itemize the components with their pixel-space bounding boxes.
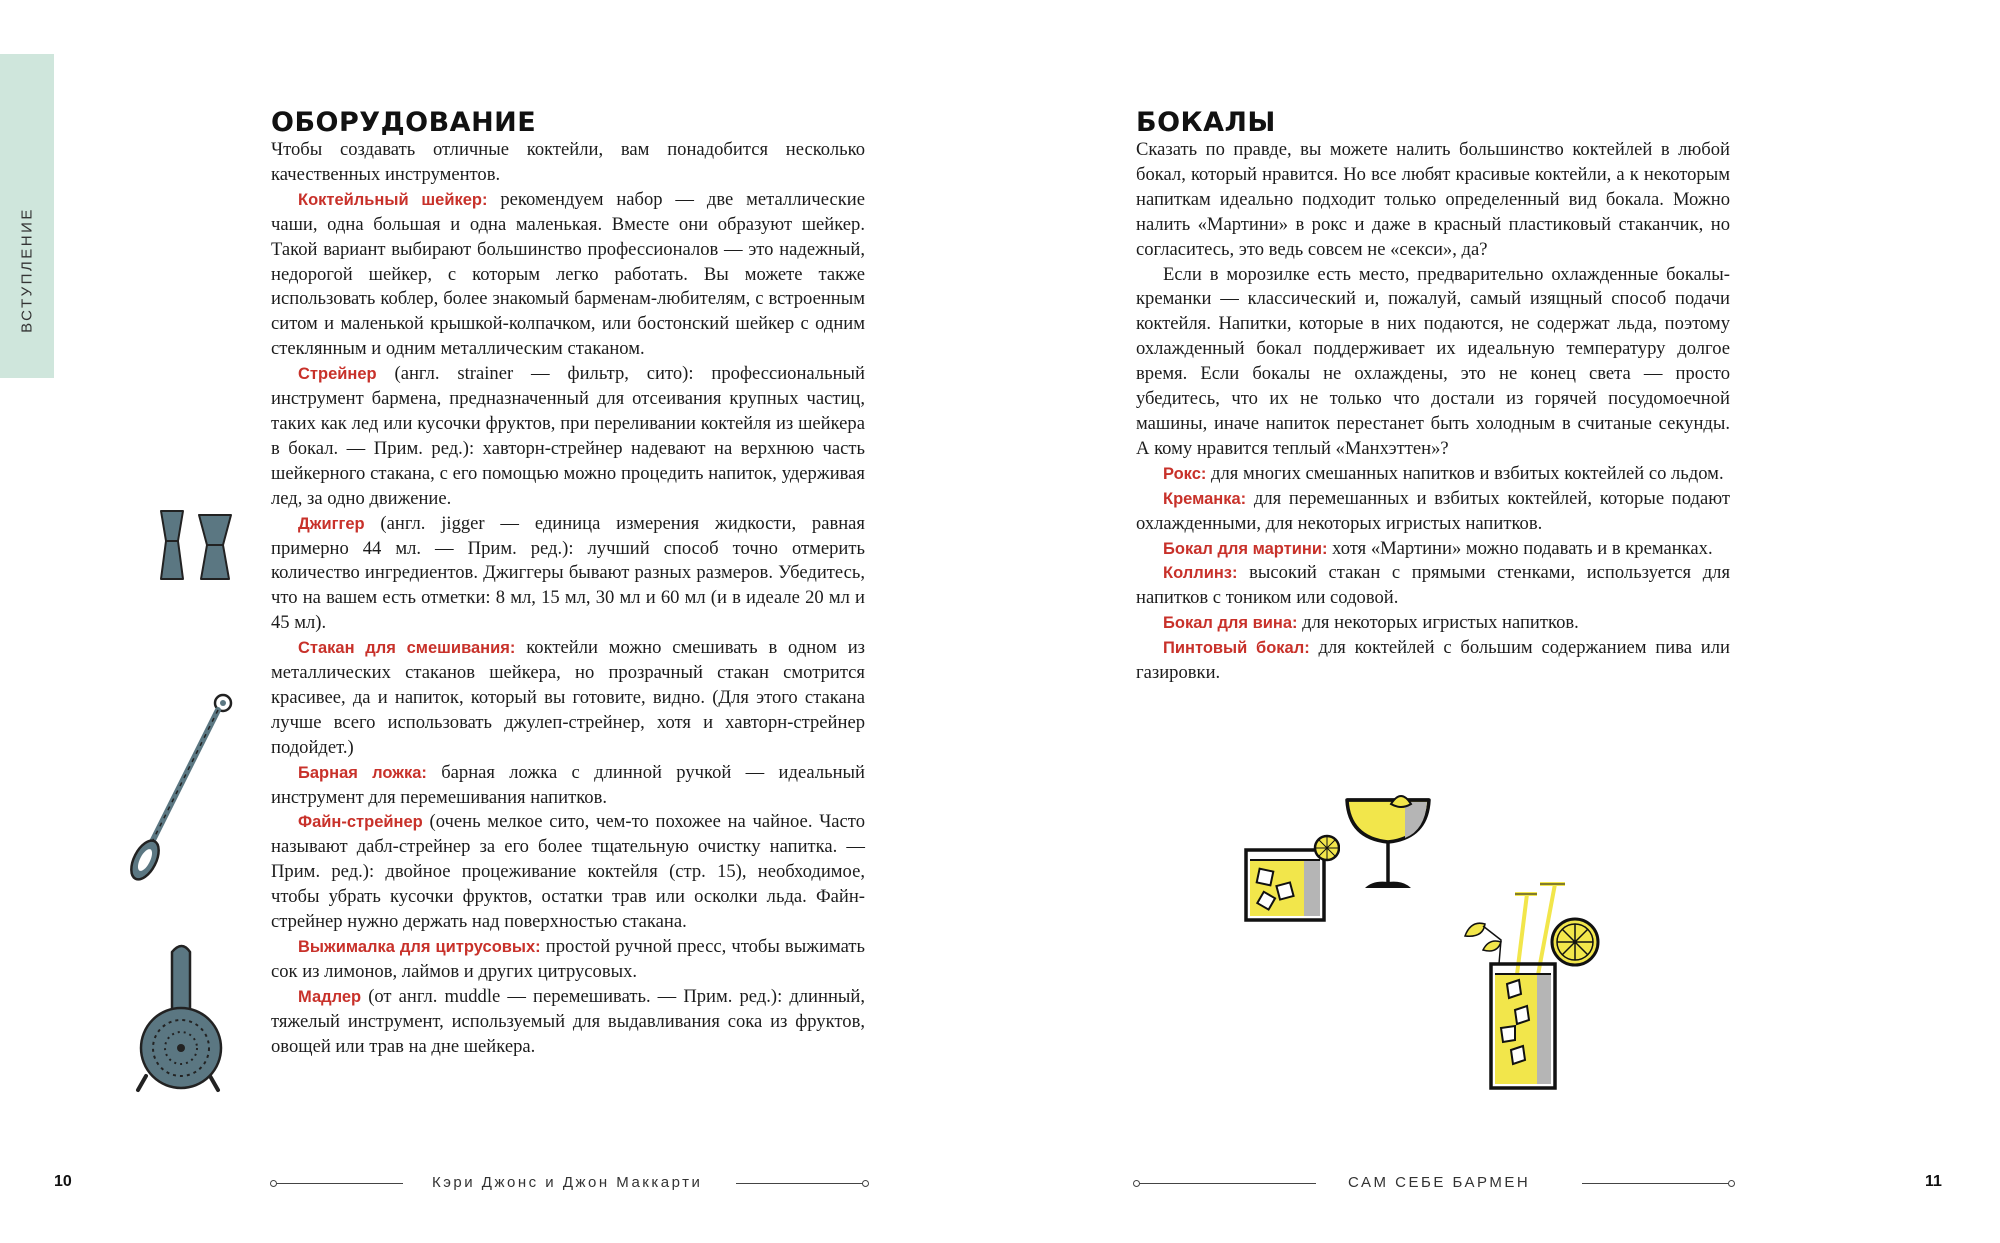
equipment-item — [271, 985, 865, 1060]
glass-term: Бокал для вина: — [1163, 614, 1298, 633]
left-page-number: 10 — [54, 1173, 72, 1190]
equipment-item — [271, 761, 865, 811]
glass-item — [1136, 611, 1730, 636]
coupe-glass-icon — [1343, 790, 1433, 895]
equipment-item — [271, 512, 865, 637]
equipment-item — [271, 810, 865, 935]
section-tab — [0, 54, 54, 378]
equipment-term: Джиггер — [298, 514, 365, 533]
right-page-heading: БОКАЛЫ — [1136, 107, 1276, 138]
footer-book-title: САМ СЕБЕ БАРМЕН — [1348, 1174, 1531, 1191]
footer-rule — [1136, 1183, 1316, 1184]
equipment-item — [271, 362, 865, 511]
equipment-description: (очень мелкое сито, чем-то похожее на чайное. Часто называют дабл-стрейнер за его более тщательную очистку напитка. — Прим. ред.): двойное процеживание коктейля (стр. 15), необходимое, чтобы убрать кусочки фруктов, остатки трав или осколки льда. Файн-стрейнер нужно держать над поверхностью стакана. — [271, 811, 865, 933]
collins-glass-icon — [1455, 880, 1605, 1095]
equipment-term: Стрейнер — [298, 365, 377, 384]
equipment-description: (англ. jigger — единица измерения жидкости, равная примерно 44 мл. — Прим. ред.): лучший способ точно отмерить количество ингредиентов. Джиггеры бывают разных размеров. Убедитесь, что на вашем есть отметки: 8 мл, 15 мл, 30 мл и 60 мл (и в идеале 20 мл и 45 мл). — [271, 512, 865, 634]
equipment-description: коктейли можно смешивать в одном из металлических стаканов шейкера, но прозрачный стакан смотрится красивее, да и напиток, который вы готовите, видно. (Для этого стакана лучше всего использовать джулеп-стрейнер, хотя и хавторн-стрейнер подойдет.) — [271, 637, 865, 758]
footer-rule — [736, 1183, 866, 1184]
glassware-paragraph: Сказать по правде, вы можете налить большинство коктейлей в любой бокал, который нравится. Но все любят красивые коктейли, а к некоторым напиткам идеально подходит только определенный вид бокала. Можно налить «Мартини» в рокс и даже в красный пластиковый стаканчик, но согласитесь, это ведь совсем не «секси», да? — [1136, 139, 1730, 260]
rocks-glass-icon — [1240, 830, 1340, 925]
equipment-term: Выжималка для цитрусовых: — [298, 938, 541, 956]
equipment-text-column — [271, 138, 865, 1060]
glass-description: для некоторых игристых напитков. — [1297, 612, 1579, 634]
footer-rule — [1582, 1183, 1732, 1184]
glass-description: хотя «Мартини» можно подавать и в креманках. — [1327, 537, 1713, 559]
bar-spoon-icon — [128, 690, 238, 890]
glass-term: Коллинз: — [1163, 564, 1238, 583]
equipment-item — [271, 636, 865, 761]
equipment-term: Мадлер — [298, 987, 362, 1006]
glass-item — [1136, 537, 1730, 562]
equipment-item — [271, 188, 865, 362]
right-page-number: 11 — [1925, 1173, 1942, 1190]
equipment-term: Коктейльный шейкер: — [298, 190, 488, 209]
glass-description: высокий стакан с прямыми стенками, используется для напитков с тоником или содовой. — [1136, 562, 1730, 609]
glass-term: Рокс: — [1163, 464, 1207, 483]
glass-item — [1136, 561, 1730, 611]
left-page-heading: ОБОРУДОВАНИЕ — [271, 107, 537, 138]
equipment-term: Файн-стрейнер — [298, 813, 423, 832]
section-tab-label: ВСТУПЛЕНИЕ — [18, 207, 36, 333]
equipment-description: барная ложка с длинной ручкой — идеальный инструмент для перемешивания напитков. — [271, 761, 865, 808]
glass-term: Креманка: — [1163, 489, 1247, 508]
glass-term: Пинтовый бокал: — [1163, 639, 1310, 658]
equipment-description: (англ. strainer — фильтр, сито): профессиональный инструмент бармена, предназначенный для отсеивания крупных частиц, таких как лед или кусочки фруктов, при переливании коктейля из шейкера в бокал. — Прим. ред.): хавторн-стрейнер надевают на верхнюю часть шейкерного стакана, с его помощью можно процедить напиток, удерживая лед, за одно движение. — [271, 363, 865, 509]
equipment-description: рекомендуем набор — две металлические чаши, одна большая и одна маленькая. Вместе они образуют шейкер. Такой вариант выбирают большинство профессионалов — это надежный, недорогой шейкер, с которым легко работать. Вы можете также использовать коблер, более знакомый барменам-любителям, с встроенным ситом и маленькой крышкой-колпачком, или бостонский шейкер с одним стеклянным и одним металлическим стаканом. — [271, 188, 865, 360]
glass-description: для коктейлей с большим содержанием пива или газировки. — [1136, 637, 1730, 684]
footer-rule — [273, 1183, 403, 1184]
glass-description: для перемешанных и взбитых коктейлей, которые подают охлажденными, для некоторых игристых напитков. — [1136, 487, 1730, 534]
glass-item — [1136, 462, 1730, 487]
glassware-text-column — [1136, 138, 1730, 686]
jigger-icon — [155, 505, 240, 585]
equipment-intro: Чтобы создавать отличные коктейли, вам понадобится несколько качественных инструментов. — [271, 139, 865, 185]
glass-term: Бокал для мартини: — [1163, 539, 1328, 558]
glassware-paragraph: Если в морозилке есть место, предварительно охлажденные бокалы-креманки — классический и, пожалуй, самый изящный способ подачи коктейля. Напитки, которые в них подаются, не содержат льда, поэтому охлажденный бокал поддерживает их идеальную температуру долгое время. Если бокалы не охлаждены, это не конец света — просто убедитесь, что их не только что достали из горячей посудомоечной машины, иначе напиток перестанет быть холодным в считаные секунды. А кому нравится теплый «Манхэттен»? — [1136, 263, 1730, 459]
equipment-term: Барная ложка: — [298, 763, 427, 782]
strainer-icon — [132, 940, 232, 1110]
equipment-item — [271, 935, 865, 985]
glass-item — [1136, 636, 1730, 686]
equipment-term: Стакан для смешивания: — [298, 639, 516, 658]
glass-description: для многих смешанных напитков и взбитых коктейлей со льдом. — [1206, 462, 1724, 484]
glass-item — [1136, 487, 1730, 537]
equipment-description: (от англ. muddle — перемешивать. — Прим. ред.): длинный, тяжелый инструмент, используемый для выдавливания сока из фруктов, овощей или трав на дне шейкера. — [271, 985, 865, 1057]
footer-authors: Кэри Джонс и Джон Маккарти — [432, 1174, 703, 1191]
equipment-description: простой ручной пресс, чтобы выжимать сок из лимонов, лаймов и других цитрусовых. — [271, 936, 865, 982]
